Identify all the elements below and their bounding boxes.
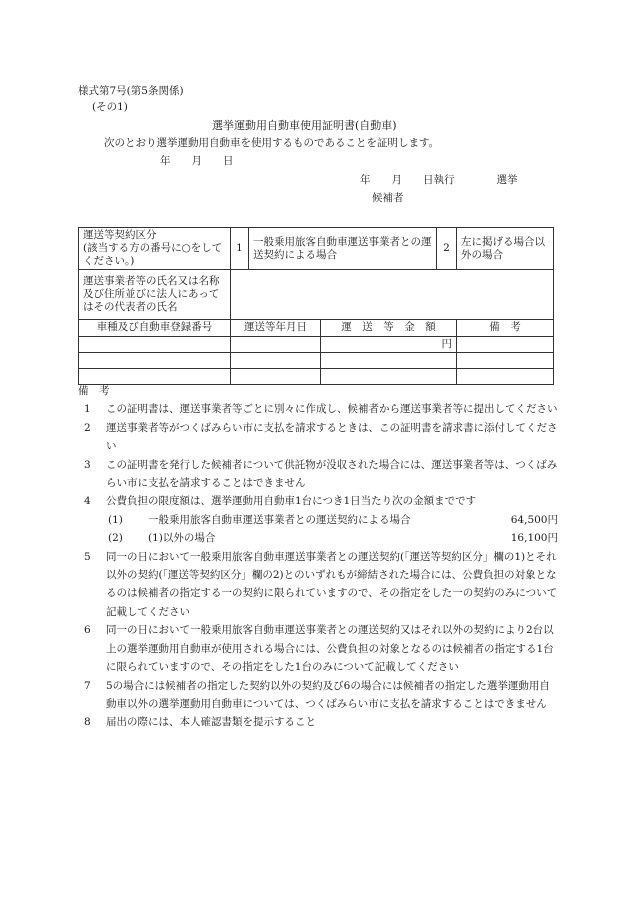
option-1-text: 一般乗用旅客自動車運送事業者との運送契約による場合 <box>249 228 437 270</box>
option-2-number[interactable]: 2 <box>437 228 457 270</box>
notes-heading: 備 考 <box>78 385 110 397</box>
note-text: この証明書は、運送事業者等ごとに別々に作成し、候補者から運送事業者等に提出してください <box>106 403 558 416</box>
note-item <box>78 400 558 418</box>
limit-text: 一般乗用旅客自動車運送事業者との運送契約による場合 <box>148 513 411 526</box>
limit-item <box>78 529 558 547</box>
note-number: 3 <box>84 458 91 471</box>
note-text: この証明書を発行した候補者について供託物が没収された場合には、運送事業者等は、つくばみらい市に支払を請求することはできません <box>106 458 558 490</box>
note-text: 5の場合には候補者の指定した契約以外の契約及び6の場合には候補者の指定した選挙運動用自動車以外の選挙運動用自動車については、つくばみらい市に支払を請求することはできません <box>106 679 550 710</box>
note-text: 公費負担の限度額は、選挙運動用自動車1台につき1日当たり次の金額までです <box>106 495 477 508</box>
note-text: 同一の日において一般乗用旅客自動車運送事業者との運送契約(「運送等契約区分」欄の1)とそれ以外の契約(「運送等契約区分」欄の2)とのいずれもが締結された場合には、公費負担の対象となるのは候補者の指定する一の契約に限られていますので、その指定をした一の契約のみについて記載してください <box>106 550 558 618</box>
note-item <box>78 548 558 622</box>
form-sub-number: (その1) <box>92 101 128 113</box>
candidate-label: 候補者 <box>372 192 404 204</box>
document-title: 選挙運動用自動車使用証明書(自動車) <box>212 119 397 132</box>
note-text: 同一の日において一般乗用旅客自動車運送事業者との運送契約又はそれ以外の契約により2台以上の選挙運動用自動車が使用される場合には、公費負担の対象となるのは候補者の指定する1台に限られていますので、その指定をした1台のみについて記載してください <box>106 624 554 674</box>
note-item <box>78 713 558 731</box>
date-cell[interactable] <box>231 352 321 368</box>
table-row <box>79 352 554 368</box>
note-number: 5 <box>84 550 91 563</box>
note-item <box>78 621 558 676</box>
note-item <box>78 492 558 510</box>
column-header-amount: 運 送 等 金 額 <box>321 320 457 336</box>
column-header-vehicle: 車種及び自動車登録番号 <box>79 320 231 336</box>
note-item <box>78 456 558 493</box>
column-header-remarks: 備 考 <box>457 320 554 336</box>
election-date-line: 年 月 日執行 選挙 <box>360 174 518 186</box>
remarks-cell[interactable] <box>457 336 554 352</box>
amount-cell[interactable] <box>321 336 457 352</box>
limit-item <box>78 511 558 529</box>
certification-statement: 次のとおり選挙運動用自動車を使用するものであることを証明します。 <box>104 137 440 149</box>
vehicle-cell[interactable] <box>79 352 231 368</box>
remarks-cell[interactable] <box>457 352 554 368</box>
note-number: 1 <box>84 403 91 416</box>
option-2-text: 左に掲げる場合以外の場合 <box>457 228 554 270</box>
limit-number: (1) <box>108 513 123 526</box>
note-item <box>78 419 558 456</box>
limit-text: (1)以外の場合 <box>148 532 216 545</box>
operator-name-field[interactable] <box>231 270 554 320</box>
note-number: 8 <box>84 716 91 729</box>
column-header-date: 運送等年月日 <box>231 320 321 336</box>
note-text: 届出の際には、本人確認書類を提示すること <box>106 716 316 729</box>
note-number: 6 <box>84 624 91 637</box>
limit-amount: 64,500円 <box>510 513 558 526</box>
vehicle-cell[interactable] <box>79 336 231 352</box>
operator-name-label: 運送事業者等の氏名又は名称及び住所並びに法人にあってはその代表者の氏名 <box>79 270 231 320</box>
issue-date-line: 年 月 日 <box>160 155 234 167</box>
form-number: 様式第7号(第5条関係) <box>78 85 184 97</box>
contract-type-label: 運送等契約区分 (該当する方の番号に○をしてください。) <box>79 228 231 270</box>
amount-cell[interactable] <box>321 352 457 368</box>
option-1-number[interactable]: 1 <box>231 228 249 270</box>
limit-number: (2) <box>108 532 123 545</box>
note-number: 2 <box>84 421 91 434</box>
note-text: 運送事業者等がつくばみらい市に支払を請求するときは、この証明書を請求書に添付してください <box>106 421 558 453</box>
table-row <box>79 336 554 352</box>
date-cell[interactable] <box>231 336 321 352</box>
certificate-table <box>78 227 554 385</box>
note-number: 7 <box>84 679 91 692</box>
limit-amount: 16,100円 <box>510 532 558 545</box>
yen-unit: 円 <box>441 337 452 350</box>
note-number: 4 <box>84 495 91 508</box>
notes-section <box>78 382 558 732</box>
note-item <box>78 677 558 714</box>
